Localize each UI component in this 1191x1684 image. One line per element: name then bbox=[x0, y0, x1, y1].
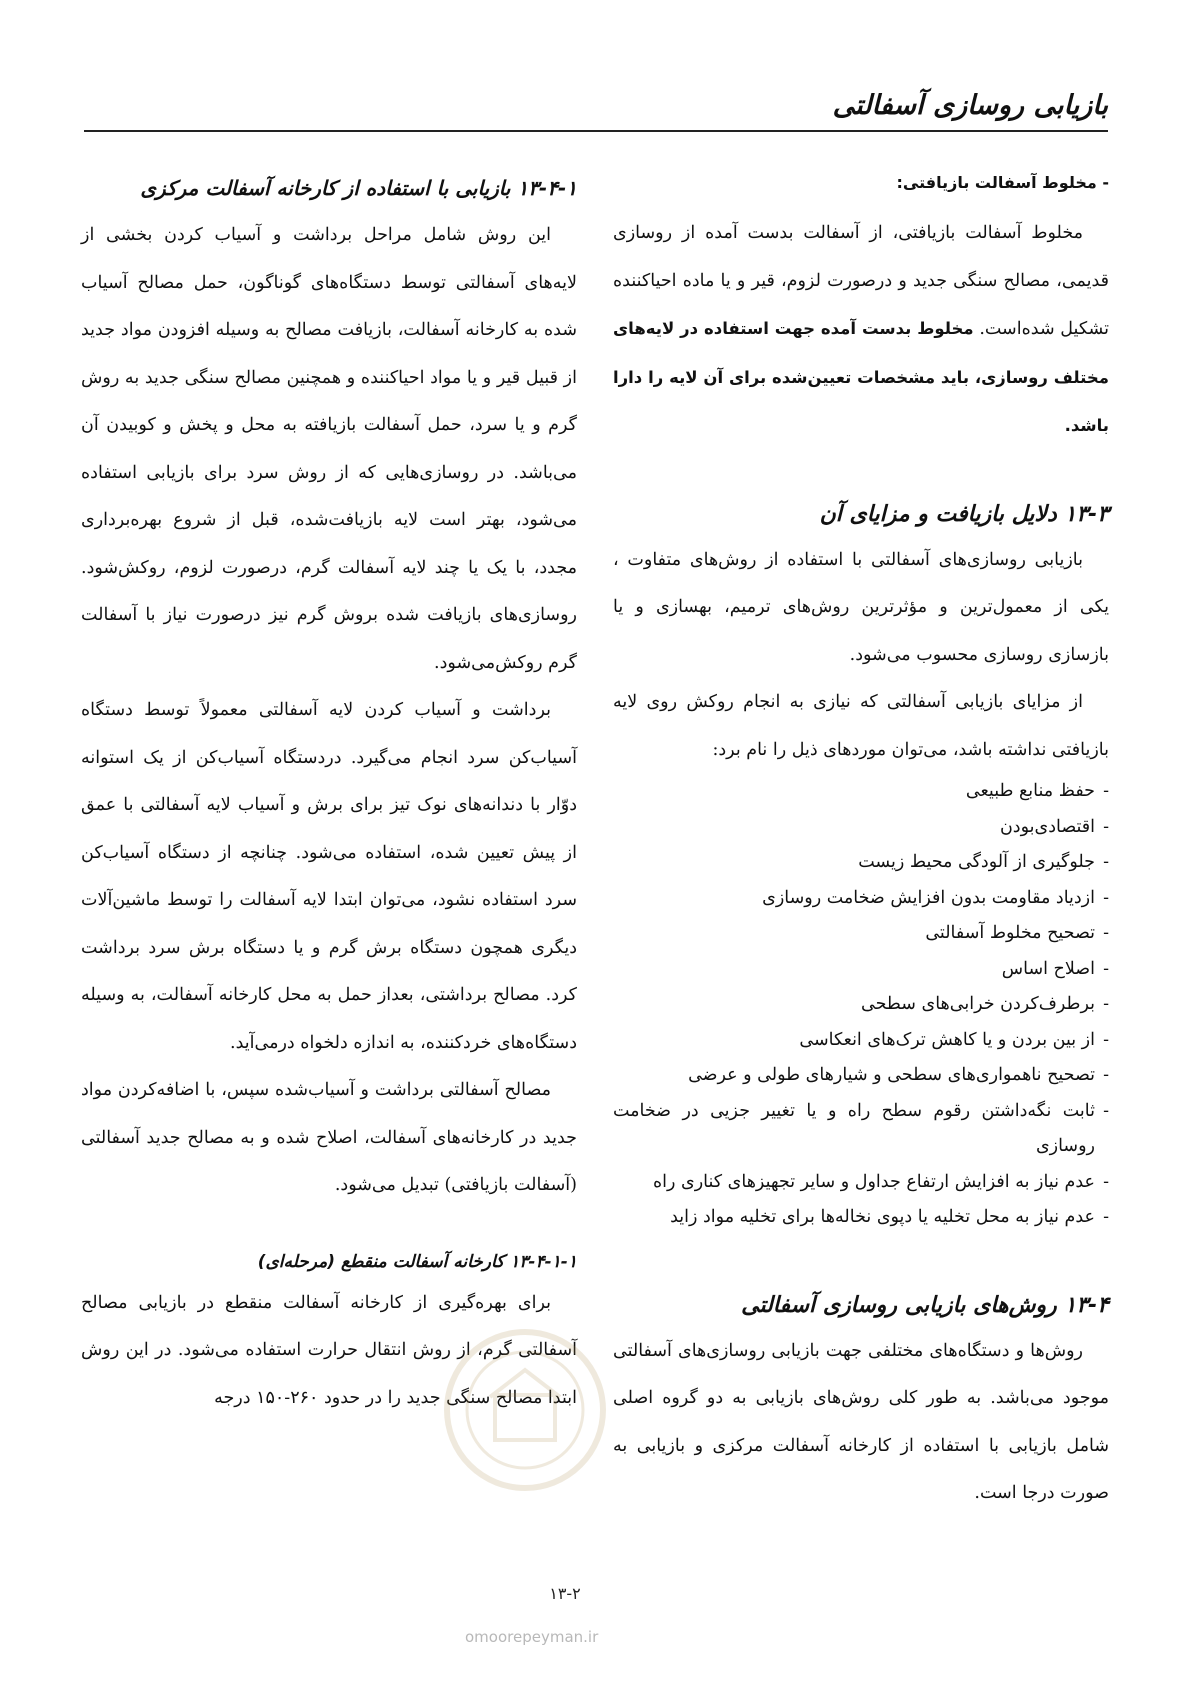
benefits-list bbox=[613, 774, 1109, 1236]
website-watermark: omoorepeyman.ir bbox=[465, 1628, 599, 1646]
list-item: - ثابت نگه‌داشتن رقوم سطح راه و یا تغییر جزیی در ضخامت روسازی bbox=[613, 1094, 1109, 1165]
list-item: - تصحیح مخلوط آسفالتی bbox=[613, 916, 1109, 952]
list-item: - حفظ منابع طبیعی bbox=[613, 774, 1109, 810]
section-4-paragraph: روش‌ها و دستگاه‌های مختلفی جهت بازیابی روسازی‌های آسفالتی موجود می‌باشد. به طور کلی روش‌های بازیابی به دو گروه اصلی شامل بازیابی با استفاده از کارخانه آسفالت مرکزی و بازیابی به صورت درجا است. bbox=[613, 1340, 1109, 1503]
page-number: ۱۳-۲ bbox=[549, 1584, 581, 1603]
page-header bbox=[84, 82, 1108, 132]
list-item: - برطرف‌کردن خرابی‌های سطحی bbox=[613, 987, 1109, 1023]
header-divider bbox=[84, 130, 1108, 132]
watermark-seal-icon bbox=[440, 1325, 610, 1495]
right-column bbox=[613, 168, 1109, 1518]
recycled-mix-text: مخلوط آسفالت بازیافتی، از آسفالت بدست آمده از روسازی قدیمی، مصالح سنگی جدید و درصورت لزوم، قیر و یا ماده احیاکننده تشکیل شده‌است. bbox=[613, 223, 1109, 339]
batch-plant-subheading: ۱۳-۴-۱-۱ کارخانه آسفالت منقطع (مرحله‌ای) bbox=[257, 1251, 577, 1272]
section-4-heading: ۱۳-۴ روش‌های بازیابی روسازی آسفالتی bbox=[741, 1292, 1109, 1318]
list-item: - جلوگیری از آلودگی محیط زیست bbox=[613, 845, 1109, 881]
central-plant-paragraph-2: برداشت و آسیاب کردن لایه آسفالتی معمولاً توسط دستگاه آسیاب‌کن سرد انجام می‌گیرد. دردستگاه آسیاب‌کن از یک استوانه دوّار با دندانه‌های نوک تیز برای برش و آسیاب لایه آسفالتی با عمق از پیش تعیین شده، استفاده می‌شود. چنانچه از دستگاه آسیاب‌کن سرد استفاده نشود، می‌توان ابتدا لایه آسفالت را توسط ماشین‌آلات دیگری همچون دستگاه برش گرم و یا دستگاه برش سرد برداشت کرد. مصالح برداشتی، بعداز حمل به محل کارخانه آسفالت، به وسیله دستگاه‌های خردکننده، به اندازه دلخواه درمی‌آید. bbox=[81, 700, 578, 1053]
list-item: - عدم نیاز به محل تخلیه یا دپوی نخاله‌ها برای تخلیه مواد زاید bbox=[613, 1200, 1109, 1236]
section-3-heading: ۱۳-۳ دلایل بازیافت و مزایای آن bbox=[819, 501, 1109, 527]
left-column bbox=[81, 168, 577, 1422]
recycled-mix-paragraph bbox=[613, 210, 1109, 451]
running-title: بازیابی روسازی آسفالتی bbox=[832, 90, 1108, 121]
list-item: - اقتصادی‌بودن bbox=[613, 810, 1109, 846]
section-3-paragraph-2: از مزایای بازیابی آسفالتی که نیازی به انجام روکش روی لایه بازیافتی نداشته باشد، می‌توان موردهای ذیل را نام برد: bbox=[613, 692, 1109, 760]
list-item: - اصلاح اساس bbox=[613, 952, 1109, 988]
section-4-1-heading: ۱۳-۴-۱ بازیابی با استفاده از کارخانه آسفالت مرکزی bbox=[140, 176, 577, 200]
list-item: - عدم نیاز به افزایش ارتفاع جداول و سایر تجهیزهای کناری راه bbox=[613, 1165, 1109, 1201]
list-item: - ازدیاد مقاومت بدون افزایش ضخامت روسازی bbox=[613, 881, 1109, 917]
central-plant-paragraph-1: این روش شامل مراحل برداشت و آسیاب کردن بخشی از لایه‌های آسفالتی توسط دستگاه‌های گوناگون، حمل مصالح آسیاب شده به کارخانه آسفالت، بازیافت مصالح به وسیله افزودن مواد جدید از قبیل قیر و یا مواد احیاکننده و همچنین مصالح سنگی جدید به روش گرم و یا سرد، حمل آسفالت بازیافته به محل و پخش و کوبیدن آن می‌باشد. در روسازی‌هایی که از روش سرد برای بازیابی استفاده می‌شود، بهتر است لایه بازیافت‌شده، قبل از شروع بهره‌برداری مجدد، با یک یا چند لایه آسفالت گرم، درصورت لزوم، روکش‌شود. روسازی‌های بازیافت شده بروش گرم نیز درصورت نیاز با آسفالت گرم روکش‌می‌شود. bbox=[81, 225, 577, 673]
recycled-mix-subheading: - مخلوط آسفالت بازیافتی: bbox=[896, 173, 1109, 192]
list-item: - تصحیح ناهمواری‌های سطحی و شیارهای طولی و عرضی bbox=[613, 1058, 1109, 1094]
list-item: - از بین بردن و یا کاهش ترک‌های انعکاسی bbox=[613, 1023, 1109, 1059]
recycled-mix-emphasis: مخلوط بدست آمده جهت استفاده در لایه‌های مختلف روسازی، باید مشخصات تعیین‌شده برای آن لایه را دارا باشد. bbox=[613, 319, 1109, 435]
central-plant-paragraph-3: مصالح آسفالتی برداشت و آسیاب‌شده سپس، با اضافه‌کردن مواد جدید در کارخانه‌های آسفالت، اصلاح شده و به مصالح جدید آسفالتی (آسفالت بازیافتی) تبدیل می‌شود. bbox=[81, 1080, 577, 1195]
batch-plant-paragraph: برای بهره‌گیری از کارخانه آسفالت منقطع در بازیابی مصالح آسفالتی گرم، از روش انتقال حرارت استفاده می‌شود. در این روش ابتدا مصالح سنگی جدید را در حدود ۲۶۰-۱۵۰ درجه bbox=[81, 1292, 577, 1408]
section-3-paragraph-1: بازیابی روسازی‌های آسفالتی با استفاده از روش‌های متفاوت ، یکی از معمول‌ترین و مؤثرترین روش‌های ترمیم، بهسازی و یا بازسازی روسازی محسوب می‌شود. bbox=[613, 549, 1109, 665]
